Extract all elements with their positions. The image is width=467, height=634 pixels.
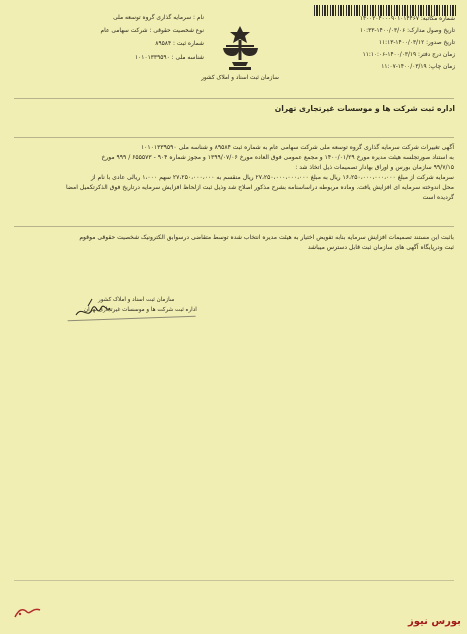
notice-line: ۹۹/۷/۱۵ سازمان بورس و اوراق بهادار تصمیمات ذیل اتخاذ شد : (295, 164, 454, 171)
company-name-row: نام : سرمایه گذاری گروه توسعه ملی (113, 15, 204, 21)
meta-row-printed: زمان چاپ: ۱۴۰۰/۰۳/۱۹-۱۱:۰۷ (381, 64, 455, 70)
signature-line (68, 316, 197, 343)
watermark-text: بورس نیوز (408, 616, 461, 627)
meta-row-recorded: زمان درج دفتر: ۱۴۰۰/۰۳/۱۹-۱۱:۱۰:۰۶ (362, 52, 455, 58)
bottom-divider (14, 580, 454, 581)
footnote-text (22, 233, 454, 253)
notice-line: محل اندوخته سرمایه ای افزایش یافت. وماده مربوطه دراساسنامه بشرح مذکور اصلاح شد وذیل ثبت ازلحاظ افزایش سرمایه درتاریخ فوق الذکرتکمیل امضا (65, 184, 454, 191)
government-emblem (212, 22, 268, 78)
footnote-line: باثبت این مستند تصمیمات افزایش سرمایه بنابه تفویض اختیار به هیئت مدیره انتخاب شده توسط متقاضی درسوابق الکترونیک شخصیت حقوقی موقوم (79, 234, 454, 241)
company-type-row: نوع شخصیت حقوقی : شرکت سهامی عام (100, 28, 204, 34)
meta-row-issued: تاریخ صدور: ۱۴۰۰/۰۳/۱۲-۱۱:۱۳ (378, 40, 455, 46)
notice-line: گردیده است (422, 194, 454, 201)
emblem-caption: سازمان ثبت اسناد و املاک کشور (201, 75, 279, 81)
notice-bottom-divider (14, 226, 454, 227)
meta-row-received: تاریخ وصول مدارک: ۱۴۰۰/۰۳/۰۶-۱۰:۳۳ (359, 28, 455, 34)
signature-office: اداره ثبت شرکت ها و موسسات غیرتجاری تهران (84, 307, 197, 313)
registration-number-row: شماره ثبت : ۸۹۵۸۴ (155, 41, 204, 47)
footnote-line: ثبت ودرپایگاه آگهی های سازمان ثبت قابل دسترس میباشد (307, 244, 454, 251)
national-id-row: شناسه ملی : ۱۰۱۰۱۳۳۹۵۹۰ (134, 55, 204, 61)
barcode (314, 5, 456, 16)
notice-divider (14, 137, 454, 138)
notice-line: به استناد صورتجلسه هیئت مدیره مورخ ۱۴۰۰/۰۱/۲۹ و مجمع عمومی فوق العاده مورخ ۱۳۹۹/۰۷/۰۶ و مجوز شماره ۹۰۴ - ۶۵۵۵۷۳ / ۹۹۹ مورخ (101, 154, 454, 161)
notice-line: سرمایه شرکت از مبلغ ۱۶،۲۵۰،۰۰۰،۰۰۰،۰۰۰ ریال به مبلغ ۲۷،۲۵۰،۰۰۰،۰۰۰،۰۰۰ ریال منقسم به ۲۷،۲۵۰،۰۰۰،۰۰۰ سهم ۱،۰۰۰ ریالی عادی با نام از (90, 174, 454, 181)
top-divider (14, 98, 454, 99)
notice-line: آگهی تغییرات شرکت سرمایه گذاری گروه توسعه ملی شرکت سهامی عام به شماره ثبت ۸۹۵۸۴ و شناسه ملی ۱۰۱۰۱۳۳۹۵۹۰ (140, 144, 454, 151)
signature-org: سازمان ثبت اسناد و املاک کشور (98, 297, 175, 303)
notice-text (22, 143, 454, 203)
red-mark-icon (12, 603, 46, 621)
meta-row-number: شماره مکاتبه: ۱۴۰۰۳۰۴۰۰۰۹۰۱۰۱۴۴۶۷ (359, 16, 455, 22)
office-title: اداره ثبت شرکت ها و موسسات غیرتجاری تهران (274, 104, 455, 113)
